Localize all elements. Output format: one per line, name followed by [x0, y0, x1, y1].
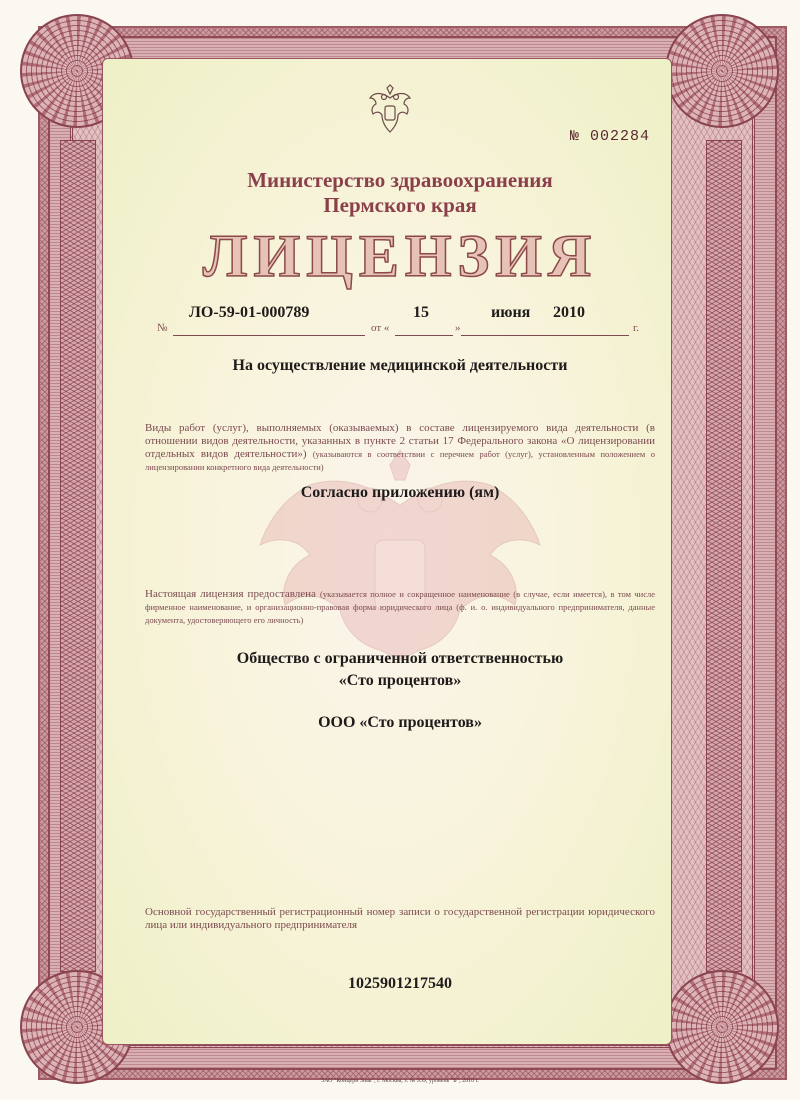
licensee-note-small: (указывается полное и сокращенное наименование (в случае, если имеется), в том числе фирменное наименование, и организационно-правовая форма юридического лица (ф. и. о. индивидуального предпринимателя, данные документа, удостоверяющего его личность)	[145, 589, 655, 625]
organization-full-name-line2: «Сто процентов»	[338, 672, 462, 689]
date-month: июня	[491, 304, 531, 321]
date-year: 2010	[553, 304, 585, 321]
licensee-note-main: Настоящая лицензия предоставлена	[145, 588, 316, 600]
organization-full-name-line1: Общество с ограниченной ответственностью	[236, 650, 564, 667]
month-year-underline	[461, 335, 629, 336]
ministry-name-line2: Пермского края	[323, 193, 477, 217]
license-number-date-row	[155, 300, 645, 340]
licensee-note	[145, 588, 655, 627]
license-number: ЛО-59-01-000789	[189, 304, 310, 321]
organization-short-name: ООО «Сто процентов»	[318, 714, 482, 731]
works-note-small: (указываются в соответствии с перечнем работ (услуг), установленным положением о лицензировании конкретного вида деятельности)	[145, 449, 655, 472]
date-from-label: от «	[371, 322, 390, 334]
serial-number	[570, 128, 650, 145]
printer-imprint: ЗАО "Концерн Знак", г. Москва, з. № 939, уровень "Б", 2010 г.	[321, 1078, 479, 1084]
serial-value: 002284	[590, 128, 651, 145]
works-note	[145, 422, 655, 474]
ogrn-note: Основной государственный регистрационный номер записи о государственной регистрации юридического лица или индивидуального предпринимателя	[145, 906, 655, 931]
date-mid-label: »	[455, 322, 461, 334]
works-value: Согласно приложению (ям)	[300, 484, 500, 501]
day-underline	[395, 335, 453, 336]
double-headed-eagle-icon	[368, 84, 412, 136]
number-underline	[173, 335, 365, 336]
serial-prefix: №	[570, 128, 581, 145]
works-note-main: Виды работ (услуг), выполняемых (оказываемых) в составе лицензируемого вида деятельности (в отношении видов деятельности, указанных в пункте 2 статьи 17 Федерального закона «О лицензировании отдельных видов деятельности»)	[145, 422, 655, 460]
activity-type: На осуществление медицинской деятельности	[232, 357, 568, 374]
date-year-suffix: г.	[633, 322, 640, 334]
number-label: №	[157, 322, 168, 334]
ogrn-value: 1025901217540	[348, 975, 452, 992]
date-day: 15	[413, 304, 429, 321]
document-title: ЛИЦЕНЗИЯ	[202, 223, 598, 289]
ministry-name-line1: Министерство здравоохранения	[247, 168, 553, 192]
